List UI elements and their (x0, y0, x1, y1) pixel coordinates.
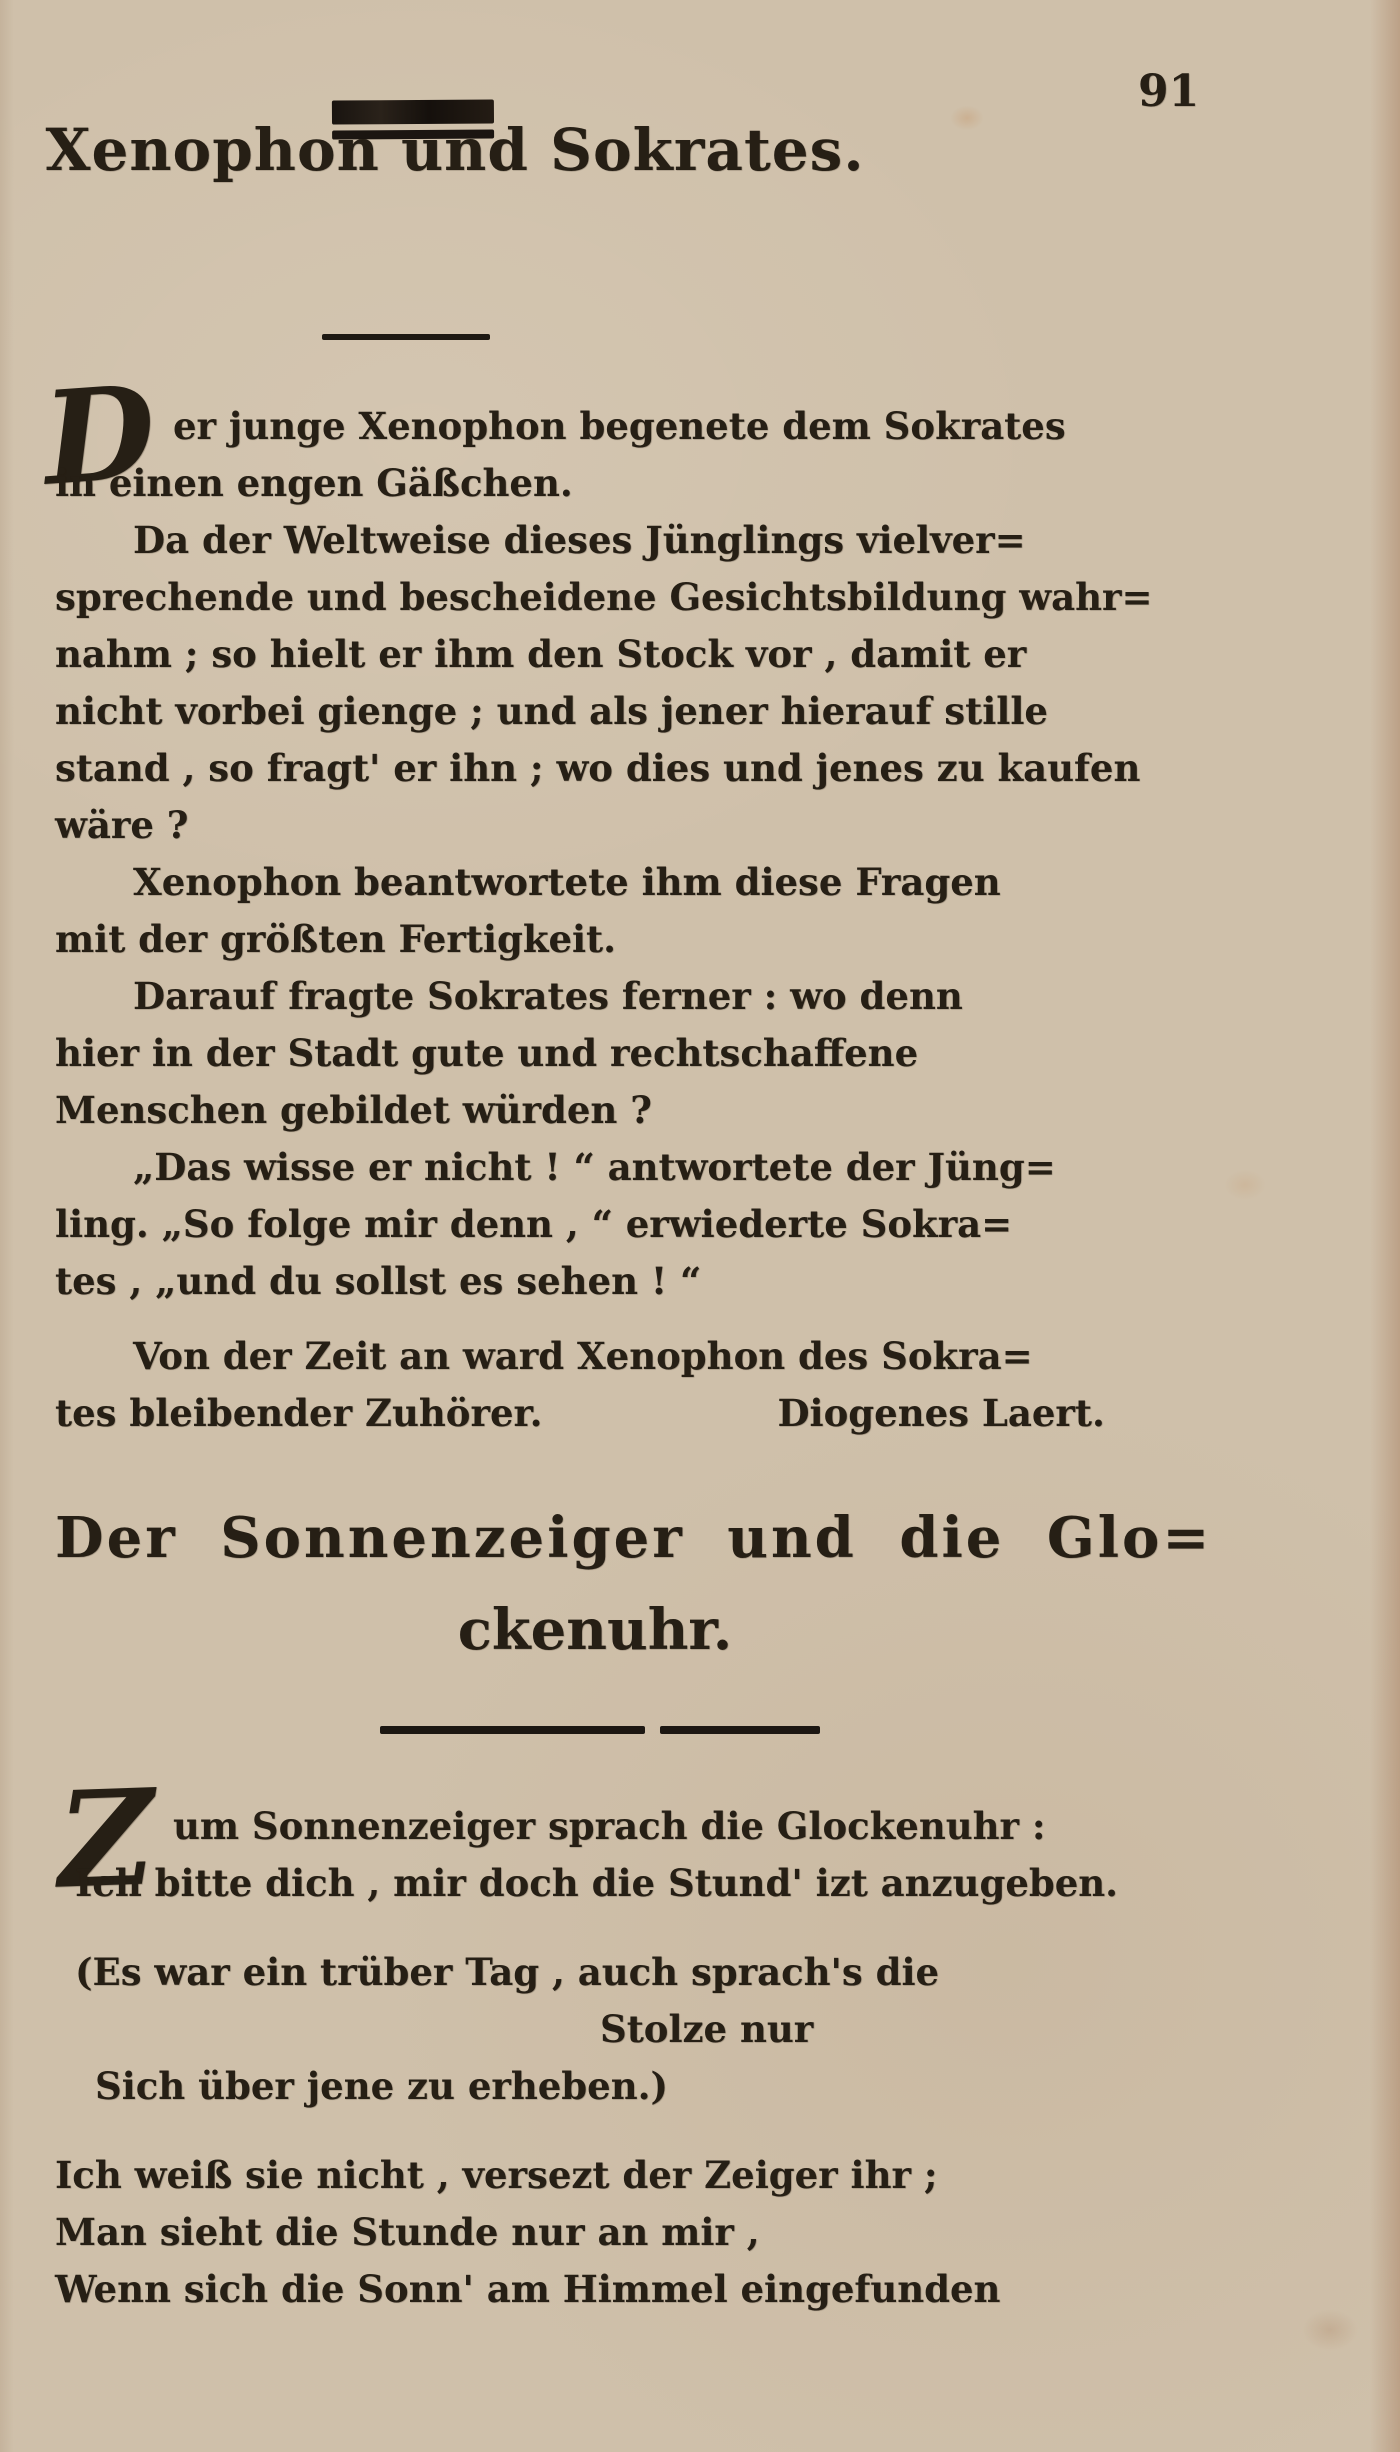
poem-line: (Es war ein trüber Tag , auch sprach's die (75, 1950, 940, 1994)
story2-title-line2: ckenuhr. (457, 1597, 733, 1663)
text-line: tes bleibender Zuhörer. (55, 1391, 543, 1435)
divider-segment (660, 1726, 820, 1734)
poem-stanza (55, 1798, 1165, 1912)
poem-line: Ich weiß sie nicht , versezt der Zeiger ihr ; (55, 2153, 938, 2197)
text-line: Darauf fragte Sokrates ferner : wo denn (133, 974, 963, 1018)
text-line: tes , „und du sollst es sehen ! “ (55, 1259, 702, 1303)
text-line: hier in der Stadt gute und rechtschaffene (55, 1031, 919, 1075)
poem-line: um Sonnenzeiger sprach die Glockenuhr : (173, 1804, 1046, 1848)
poem-line: Wenn sich die Sonn' am Himmel eingefunden (55, 2267, 1001, 2311)
page-left-edge-shadow (0, 0, 14, 2452)
section-divider-rule (380, 1726, 820, 1734)
poem-line: Ich bitte dich , mir doch die Stund' izt anzugeben. (75, 1861, 1119, 1905)
text-line: sprechende und bescheidene Gesichtsbildung wahr= (55, 575, 1153, 619)
poem-stanza (55, 2147, 1165, 2318)
story1-body (55, 398, 1153, 1442)
text-line: mit der größten Fertigkeit. (55, 917, 617, 961)
poem-stanza (55, 1944, 1165, 2115)
text-line: stand , so fragt' er ihn ; wo dies und jenes zu kaufen (55, 746, 1141, 790)
text-line: ling. „So folge mir denn , “ erwiederte Sokra= (55, 1202, 1013, 1246)
story2-title (55, 1492, 1213, 1676)
story1-title: Xenophon und Sokrates. (45, 116, 865, 184)
poem-line: Sich über jene zu erheben.) (95, 2064, 668, 2108)
text-line: nahm ; so hielt er ihm den Stock vor , damit er (55, 632, 1027, 676)
source-attribution: Diogenes Laert. (777, 1391, 1105, 1435)
divider-segment (380, 1726, 645, 1734)
text-line: Da der Weltweise dieses Jünglings vielver= (133, 518, 1026, 562)
poem-line: Man sieht die Stunde nur an mir , (55, 2210, 760, 2254)
dropcap-initial-d: D (38, 357, 161, 515)
page-right-edge-shadow (1370, 0, 1400, 2452)
text-line: nicht vorbei gienge ; und als jener hierauf stille (55, 689, 1048, 733)
text-line: in einen engen Gäßchen. (55, 461, 573, 505)
text-line: Von der Zeit an ward Xenophon des Sokra= (133, 1334, 1033, 1378)
dropcap-initial-z: Z (55, 1760, 158, 1919)
text-line: er junge Xenophon begenete dem Sokrates (173, 404, 1066, 448)
text-line: „Das wisse er nicht ! “ antwortete der Jüng= (133, 1145, 1056, 1189)
page-number: 91 (1138, 66, 1200, 117)
text-line: wäre ? (55, 803, 189, 847)
story2-poem (55, 1798, 1165, 2318)
text-line: Xenophon beantwortete ihm diese Fragen (133, 860, 1001, 904)
text-line-with-attribution (55, 1385, 1145, 1442)
story2-title-line1: Der Sonnenzeiger und die Glo= (55, 1505, 1213, 1571)
poem-line: Stolze nur (600, 2007, 814, 2051)
title-divider-rule (322, 334, 490, 340)
text-line: Menschen gebildet würden ? (55, 1088, 652, 1132)
